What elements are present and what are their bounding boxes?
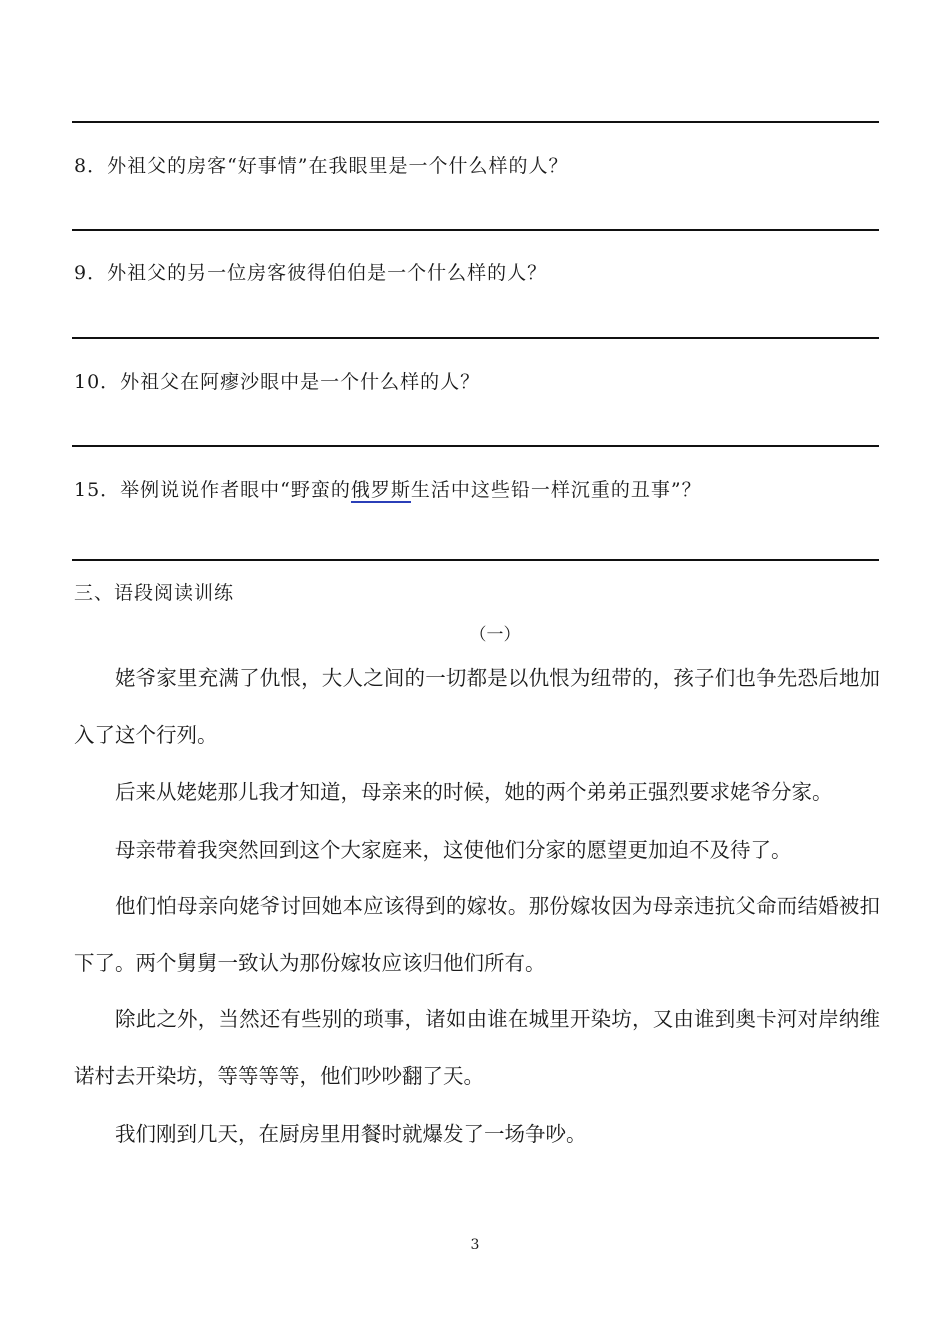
paragraph-1: 姥爷家里充满了仇恨，大人之间的一切都是以仇恨为纽带的，孩子们也争先恐后地加入了这个行列。	[74, 666, 880, 747]
question-15-underlined-word: 俄罗斯	[350, 479, 411, 501]
paragraph-5: 除此之外，当然还有些别的琐事，诸如由谁在城里开染坊，又由谁到奥卡河对岸纳维诺村去开染坊，等等等等，他们吵吵翻了天。	[74, 1007, 880, 1088]
section-title: 三、语段阅读训练	[74, 582, 235, 604]
question-15-text-start: 15．举例说说作者眼中“野蛮的	[74, 479, 351, 501]
question-8: 8．外祖父的房客“好事情”在我眼里是一个什么样的人？	[74, 155, 569, 177]
paragraph-4: 他们怕母亲向姥爷讨回她本应该得到的嫁妆。那份嫁妆因为母亲违抗父命而结婚被扣下了。两个舅舅一致认为那份嫁妆应该归他们所有。	[74, 894, 880, 975]
paragraph-6: 我们刚到几天，在厨房里用餐时就爆发了一场争吵。	[115, 1122, 587, 1146]
question-15	[74, 475, 702, 502]
answer-line-5	[72, 559, 879, 561]
paragraph-2: 后来从姥姥那儿我才知道，母亲来的时候，她的两个弟弟正强烈要求姥爷分家。	[115, 780, 833, 804]
page-number: 3	[470, 1237, 480, 1253]
answer-line-1	[72, 121, 879, 123]
subsection-label: （一）	[469, 625, 521, 645]
answer-line-2	[72, 229, 879, 231]
question-15-text-end: 生活中这些铅一样沉重的丑事”？	[410, 479, 702, 501]
question-10: 10．外祖父在阿瘳沙眼中是一个什么样的人？	[74, 371, 481, 393]
answer-line-3	[72, 337, 879, 339]
paragraph-3: 母亲带着我突然回到这个大家庭来，这使他们分家的愿望更加迫不及待了。	[115, 838, 792, 862]
answer-line-4	[72, 445, 879, 447]
question-9: 9．外祖父的另一位房客彼得伯伯是一个什么样的人？	[74, 262, 548, 284]
